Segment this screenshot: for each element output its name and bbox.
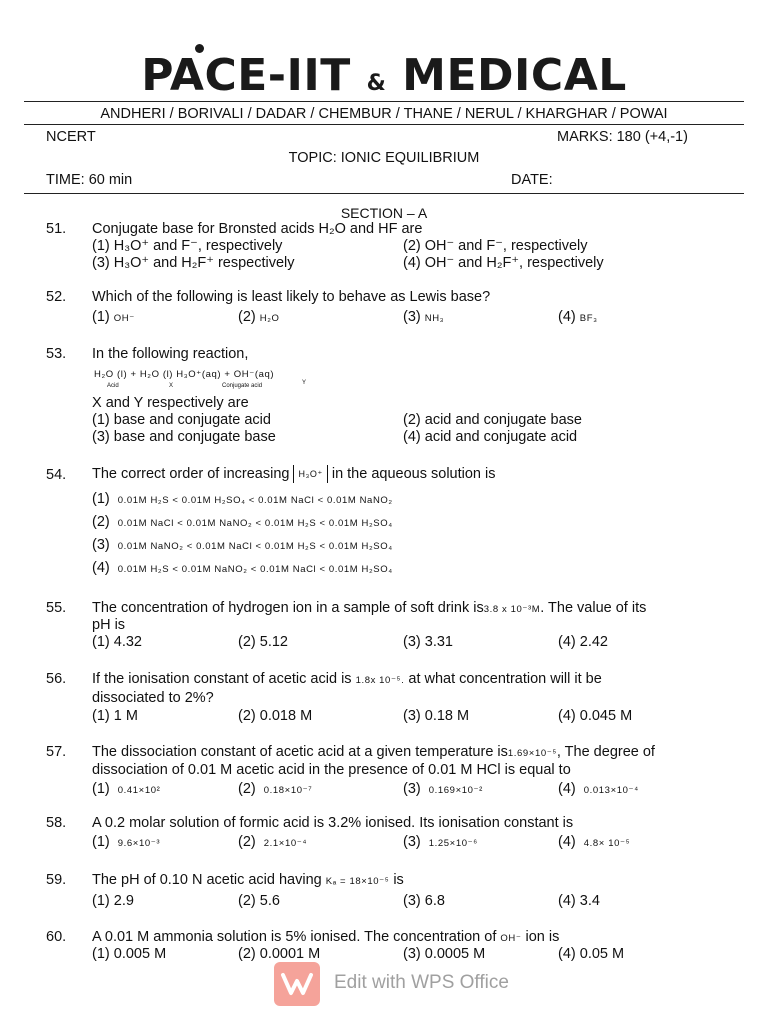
- reaction-label: Conjugate acid: [222, 383, 263, 389]
- option-value: NH₃: [424, 313, 445, 324]
- option-4: [558, 309, 598, 325]
- option-3: [403, 309, 444, 325]
- option-3: [403, 834, 478, 850]
- option-3: (3) base and conjugate base: [92, 429, 276, 445]
- option-value: 0.01M NaCl < 0.01M NaNO₂ < 0.01M H₂S < 0.01M H₂SO₄: [117, 518, 393, 529]
- wps-watermark[interactable]: [274, 962, 512, 1006]
- option-1: (1) H₃O⁺ and F⁻, respectively: [92, 238, 283, 254]
- question-stem: [92, 465, 496, 483]
- wps-watermark-text: Edit with WPS Office: [334, 972, 509, 993]
- stem-formula: 1.8x 10⁻⁵.: [355, 675, 405, 686]
- stem-formula: 1.69×10⁻⁵: [507, 748, 557, 759]
- option-4: [92, 560, 393, 576]
- option-value: 0.01M H₂S < 0.01M H₂SO₄ < 0.01M NaCl < 0.01M NaNO₂: [117, 495, 393, 506]
- question-stem: Conjugate base for Bronsted acids H₂O and HF are: [92, 221, 423, 237]
- question-number: 52.: [46, 289, 67, 305]
- option-2: [238, 834, 307, 850]
- option-value: OH⁻: [113, 313, 135, 324]
- option-1: (1) 0.005 M: [92, 946, 167, 962]
- stem-part: at what concentration will it be: [408, 671, 602, 687]
- option-4: (4) 0.05 M: [558, 946, 625, 962]
- marks-label: MARKS: 180 (+4,-1): [557, 129, 688, 145]
- option-3: [403, 781, 483, 797]
- logo-amp: &: [366, 71, 387, 96]
- header-rule-2: [24, 124, 744, 125]
- topic-value: IONIC EQUILIBRIUM: [340, 150, 480, 166]
- question-stem-2: X and Y respectively are: [92, 395, 249, 411]
- option-3: [92, 537, 393, 553]
- logo-main: PACE-IIT: [141, 50, 351, 101]
- option-3: (3) 6.8: [403, 893, 445, 909]
- stem-formula: 3.8 x 10⁻³M: [483, 604, 541, 615]
- stem-part: . The value of its: [540, 600, 647, 616]
- option-4: (4) 0.045 M: [558, 708, 633, 724]
- option-value: 0.18×10⁻⁷: [263, 785, 313, 796]
- question-number: 54.: [46, 467, 67, 483]
- reaction-label: X: [169, 383, 174, 389]
- option-4: (4) acid and conjugate acid: [403, 429, 578, 445]
- institute-logo: [0, 48, 768, 112]
- option-3: (3) 3.31: [403, 634, 453, 650]
- option-value: 2.1×10⁻⁴: [263, 838, 308, 849]
- option-label: (3): [92, 537, 110, 553]
- question-number: 55.: [46, 600, 67, 616]
- stem-part: The dissociation constant of acetic acid at a given temperature is: [92, 744, 508, 760]
- question-number: 51.: [46, 221, 67, 237]
- option-value: 1.25×10⁻⁶: [428, 838, 478, 849]
- option-1: (1) base and conjugate acid: [92, 412, 271, 428]
- wps-logo-icon: [274, 962, 320, 1006]
- option-2: [238, 309, 280, 325]
- option-2: (2) acid and conjugate base: [403, 412, 582, 428]
- branch-list: ANDHERI / BORIVALI / DADAR / CHEMBUR / THANE / NERUL / KHARGHAR / POWAI: [100, 106, 668, 122]
- date-label: DATE:: [511, 172, 553, 188]
- option-4: [558, 781, 639, 797]
- question-number: 53.: [46, 346, 67, 362]
- option-label: (1): [92, 491, 110, 507]
- time-label: TIME: 60 min: [46, 172, 133, 188]
- question-stem-2: pH is: [92, 617, 126, 633]
- option-2: (2) 5.6: [238, 893, 280, 909]
- option-value: 4.8× 10⁻⁵: [583, 838, 631, 849]
- option-label: (2): [238, 781, 256, 797]
- option-label: (4): [558, 309, 576, 325]
- stem-part: If the ionisation constant of acetic acid is: [92, 671, 352, 687]
- concentration-bracket: H₃O⁺: [293, 465, 327, 483]
- option-value: 0.41×10²: [117, 785, 161, 796]
- question-number: 57.: [46, 744, 67, 760]
- option-value: 9.6×10⁻³: [117, 838, 161, 849]
- option-label: (4): [558, 834, 576, 850]
- option-label: (4): [92, 560, 110, 576]
- option-1: [92, 491, 393, 507]
- option-1: (1) 1 M: [92, 708, 138, 724]
- question-number: 59.: [46, 872, 67, 888]
- option-1: [92, 309, 135, 325]
- stem-formula: Kₐ = 18×10⁻⁵: [325, 876, 390, 887]
- reaction-equation: H₂O (l) + H₂O (l) H₃O⁺(aq) + OH⁻(aq): [94, 369, 275, 380]
- question-stem: [92, 600, 722, 618]
- option-4: (4) OH⁻ and H₂F⁺, respectively: [403, 255, 604, 271]
- header-rule-top: [24, 101, 744, 102]
- option-4: (4) 3.4: [558, 893, 600, 909]
- logo-tail: MEDICAL: [402, 50, 627, 101]
- option-value: 0.01M H₂S < 0.01M NaNO₂ < 0.01M NaCl < 0.01M H₂SO₄: [117, 564, 393, 575]
- question-stem-2: dissociation of 0.01 M acetic acid in the presence of 0.01 M HCl is equal to: [92, 762, 571, 778]
- option-label: (3): [403, 781, 421, 797]
- option-4: (4) 2.42: [558, 634, 608, 650]
- option-1: [92, 834, 160, 850]
- question-stem: [92, 744, 722, 762]
- question-stem: Which of the following is least likely to behave as Lewis base?: [92, 289, 491, 305]
- topic-line: [0, 150, 768, 166]
- option-1: (1) 4.32: [92, 634, 142, 650]
- option-2: (2) 0.018 M: [238, 708, 313, 724]
- ncert-label: NCERT: [46, 129, 96, 145]
- header-rule-3: [24, 193, 744, 194]
- stem-part: is: [393, 872, 404, 888]
- option-label: (2): [238, 309, 256, 325]
- option-1: [92, 781, 160, 797]
- option-3: (3) H₃O⁺ and H₂F⁺ respectively: [92, 255, 295, 271]
- question-stem: [92, 929, 559, 947]
- reaction-label: Acid: [107, 383, 119, 389]
- option-3: (3) 0.0005 M: [403, 946, 486, 962]
- option-label: (1): [92, 834, 110, 850]
- stem-part: ion is: [525, 929, 560, 945]
- option-label: (1): [92, 309, 110, 325]
- option-label: (2): [238, 834, 256, 850]
- question-stem: A 0.2 molar solution of formic acid is 3.2% ionised. Its ionisation constant is: [92, 815, 574, 831]
- option-2: (2) 0.0001 M: [238, 946, 321, 962]
- question-number: 58.: [46, 815, 67, 831]
- option-value: 0.013×10⁻⁴: [583, 785, 639, 796]
- stem-part: , The degree of: [556, 744, 655, 760]
- option-value: BF₃: [579, 313, 598, 324]
- option-label: (3): [403, 834, 421, 850]
- question-number: 60.: [46, 929, 67, 945]
- option-label: (3): [403, 309, 421, 325]
- reaction-label: Y: [302, 380, 307, 386]
- option-label: (2): [92, 514, 110, 530]
- option-2: (2) OH⁻ and F⁻, respectively: [403, 238, 588, 254]
- option-2: (2) 5.12: [238, 634, 288, 650]
- option-label: (1): [92, 781, 110, 797]
- section-title: SECTION – A: [340, 205, 428, 221]
- option-4: [558, 834, 630, 850]
- question-stem: [92, 671, 722, 689]
- question-number: 56.: [46, 671, 67, 687]
- option-label: (4): [558, 781, 576, 797]
- stem-part: The pH of 0.10 N acetic acid having: [92, 872, 322, 888]
- stem-part: in the aqueous solution is: [331, 465, 496, 482]
- stem-formula: OH⁻: [500, 933, 522, 944]
- stem-part: The correct order of increasing: [92, 465, 290, 482]
- question-stem-2: dissociated to 2%?: [92, 690, 214, 706]
- option-1: (1) 2.9: [92, 893, 134, 909]
- option-value: 0.01M NaNO₂ < 0.01M NaCl < 0.01M H₂S < 0.01M H₂SO₄: [117, 541, 393, 552]
- topic-label: TOPIC:: [288, 150, 337, 166]
- option-2: [92, 514, 393, 530]
- stem-part: The concentration of hydrogen ion in a sample of soft drink is: [92, 600, 484, 616]
- option-value: H₂O: [259, 313, 280, 324]
- stem-part: A 0.01 M ammonia solution is 5% ionised. The concentration of: [92, 929, 497, 945]
- question-stem: [92, 872, 404, 890]
- question-stem: In the following reaction,: [92, 346, 249, 362]
- option-value: 0.169×10⁻²: [428, 785, 483, 796]
- option-2: [238, 781, 312, 797]
- option-3: (3) 0.18 M: [403, 708, 470, 724]
